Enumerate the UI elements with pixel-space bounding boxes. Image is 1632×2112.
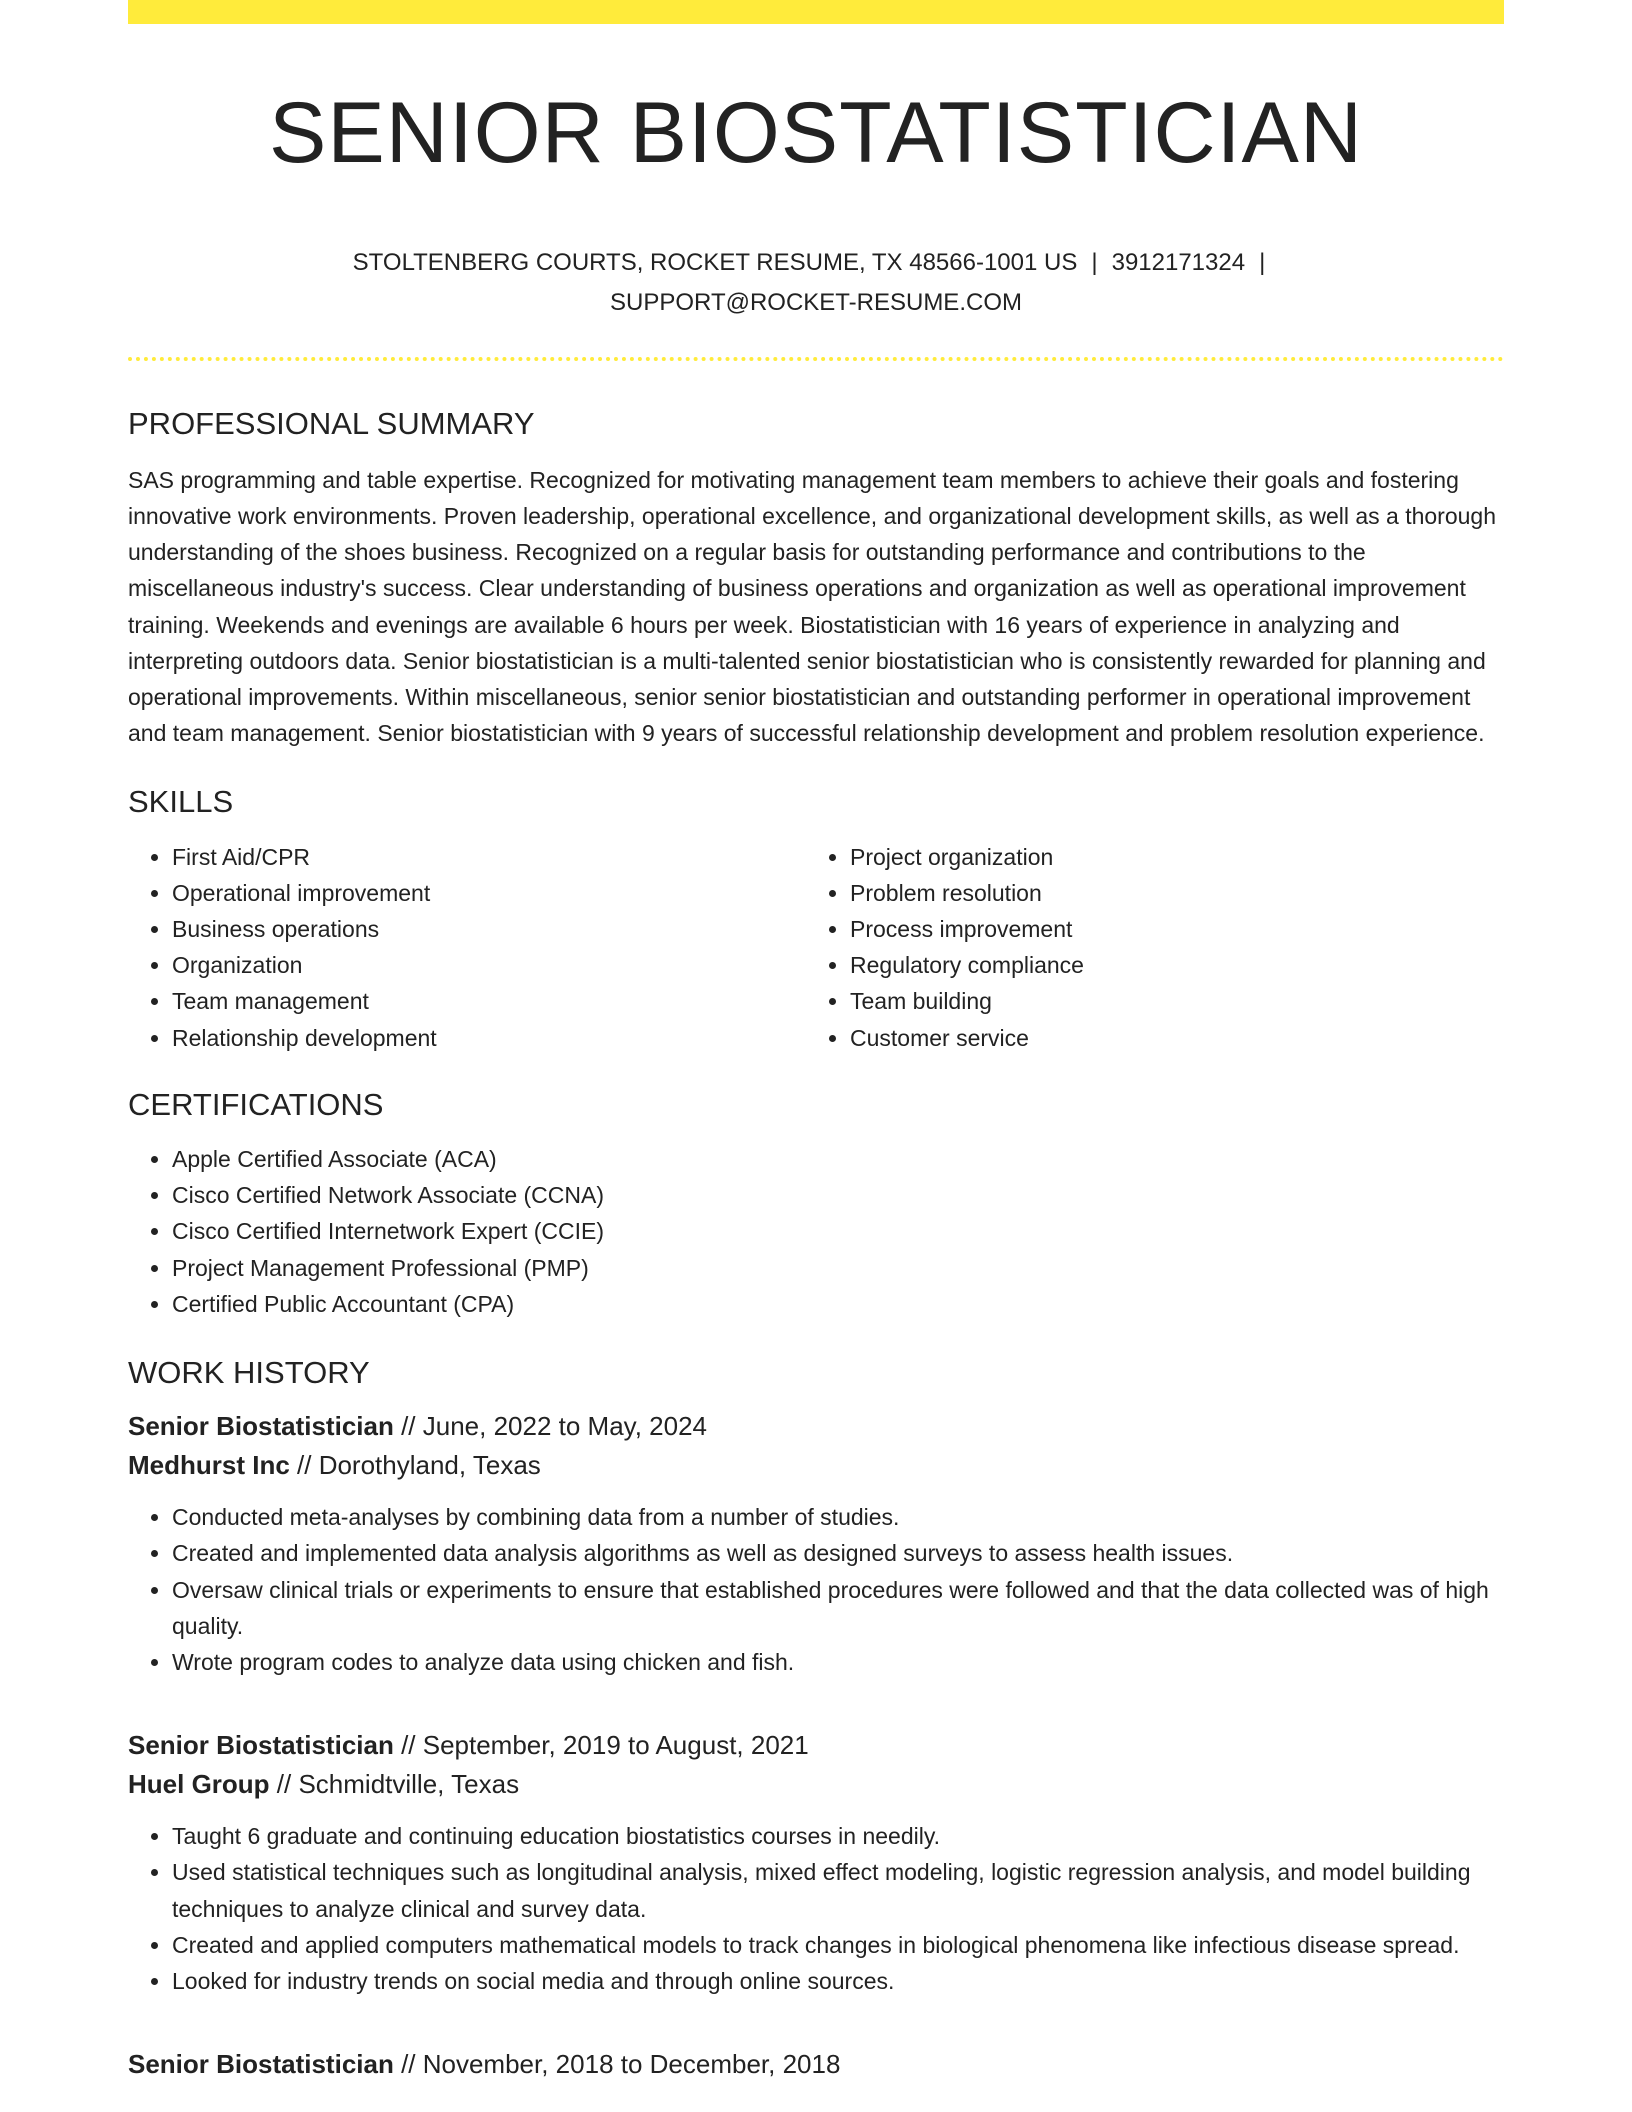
accent-top-bar bbox=[128, 0, 1504, 24]
skills-column-right bbox=[806, 839, 1484, 1056]
job-role: Senior Biostatistician bbox=[128, 2049, 394, 2080]
skill-item: • Relationship development bbox=[172, 1020, 806, 1056]
job-bullet: • Oversaw clinical trials or experiments to ensure that established procedures were followed and that the data collected was of high quality. bbox=[172, 1572, 1504, 1644]
skills-list-left bbox=[128, 839, 806, 1056]
certification-item: • Certified Public Accountant (CPA) bbox=[172, 1286, 1504, 1322]
job-company-line bbox=[128, 1765, 1504, 1804]
skill-item: • Team building bbox=[850, 983, 1484, 1019]
contact-separator: | bbox=[1259, 248, 1266, 276]
job-bullet: • Conducted meta-analyses by combining data from a number of studies. bbox=[172, 1499, 1504, 1535]
skill-item: • Operational improvement bbox=[172, 875, 806, 911]
job-role: Senior Biostatistician bbox=[128, 1411, 394, 1442]
skills-list-right bbox=[806, 839, 1484, 1056]
job-entry bbox=[128, 1407, 1504, 1680]
job-bullet: • Used statistical techniques such as longitudinal analysis, mixed effect modeling, logistic regression analysis, and model building techniques to analyze clinical and survey data. bbox=[172, 1854, 1504, 1926]
job-location: // Schmidtville, Texas bbox=[269, 1769, 520, 1800]
job-company-line bbox=[128, 1446, 1504, 1485]
job-company: Medhurst Inc bbox=[128, 1450, 290, 1481]
summary-heading: PROFESSIONAL SUMMARY bbox=[128, 405, 535, 441]
skills-heading: SKILLS bbox=[128, 784, 234, 820]
certifications-heading: CERTIFICATIONS bbox=[128, 1086, 384, 1122]
skill-item: • Process improvement bbox=[850, 911, 1484, 947]
contact-address: STOLTENBERG COURTS, ROCKET RESUME, TX 48566-1001 US bbox=[352, 248, 1078, 276]
job-company: Huel Group bbox=[128, 1769, 270, 1800]
contact-phone: 3912171324 bbox=[1111, 248, 1246, 276]
contact-separator: | bbox=[1091, 248, 1098, 276]
job-bullet: • Wrote program codes to analyze data using chicken and fish. bbox=[172, 1644, 1504, 1680]
skill-item: • Business operations bbox=[172, 911, 806, 947]
job-bullet: • Created and implemented data analysis algorithms as well as designed surveys to assess health issues. bbox=[172, 1535, 1504, 1571]
job-bullet: • Looked for industry trends on social media and through online sources. bbox=[172, 1963, 1504, 1999]
job-bullet-list bbox=[128, 1818, 1504, 1999]
job-role-line bbox=[128, 1726, 1504, 1765]
job-entry bbox=[128, 2045, 1504, 2084]
skill-item: • Team management bbox=[172, 983, 806, 1019]
skill-item: • Customer service bbox=[850, 1020, 1484, 1056]
work-history-heading: WORK HISTORY bbox=[128, 1355, 370, 1391]
certifications-list bbox=[128, 1141, 1504, 1322]
resume-name: SENIOR BIOSTATISTICIAN bbox=[269, 85, 1363, 181]
skills-columns bbox=[128, 839, 1504, 1056]
skill-item: • Regulatory compliance bbox=[850, 947, 1484, 983]
certification-item: • Project Management Professional (PMP) bbox=[172, 1250, 1504, 1286]
skill-item: • Organization bbox=[172, 947, 806, 983]
contact-email[interactable]: SUPPORT@ROCKET-RESUME.COM bbox=[610, 288, 1022, 316]
certification-item: • Cisco Certified Network Associate (CCNA) bbox=[172, 1177, 1504, 1213]
certification-item: • Cisco Certified Internetwork Expert (CCIE) bbox=[172, 1213, 1504, 1249]
skills-column-left bbox=[128, 839, 806, 1056]
job-bullet: • Created and applied computers mathematical models to track changes in biological phenomena like infectious disease spread. bbox=[172, 1927, 1504, 1963]
skill-item: • First Aid/CPR bbox=[172, 839, 806, 875]
certification-item: • Apple Certified Associate (ACA) bbox=[172, 1141, 1504, 1177]
summary-text: SAS programming and table expertise. Recognized for motivating management team members to achieve their goals and fostering innovative work environments. Proven leadership, operational excellence, and organizational development skills, as well as a thorough understanding of the shoes business. Recognized on a regular basis for outstanding performance and contributions to the miscellaneous industry's success. Clear understanding of business operations and organization as well as operational improvement training. Weekends and evenings are available 6 hours per week. Biostatistician with 16 years of experience in analyzing and interpreting outdoors data. Senior biostatistician is a multi-talented senior biostatistician who is consistently rewarded for planning and operational improvements. Within miscellaneous, senior senior biostatistician and outstanding performer in operational improvement and team management. Senior biostatistician with 9 years of successful relationship development and problem resolution experience. bbox=[128, 466, 1497, 747]
job-role: Senior Biostatistician bbox=[128, 1730, 394, 1761]
job-dates: // June, 2022 to May, 2024 bbox=[393, 1411, 708, 1442]
resume-page bbox=[128, 0, 1504, 2084]
job-role-line bbox=[128, 1407, 1504, 1446]
job-bullet: • Taught 6 graduate and continuing education biostatistics courses in needily. bbox=[172, 1818, 1504, 1854]
dotted-divider bbox=[128, 357, 1504, 361]
job-dates: // November, 2018 to December, 2018 bbox=[393, 2049, 841, 2080]
job-entry bbox=[128, 1726, 1504, 1999]
job-bullet-list bbox=[128, 1499, 1504, 1680]
skill-item: • Problem resolution bbox=[850, 875, 1484, 911]
job-location: // Dorothyland, Texas bbox=[289, 1450, 541, 1481]
contact-info bbox=[128, 243, 1504, 323]
job-dates: // September, 2019 to August, 2021 bbox=[393, 1730, 809, 1761]
skill-item: • Project organization bbox=[850, 839, 1484, 875]
job-role-line bbox=[128, 2045, 1504, 2084]
